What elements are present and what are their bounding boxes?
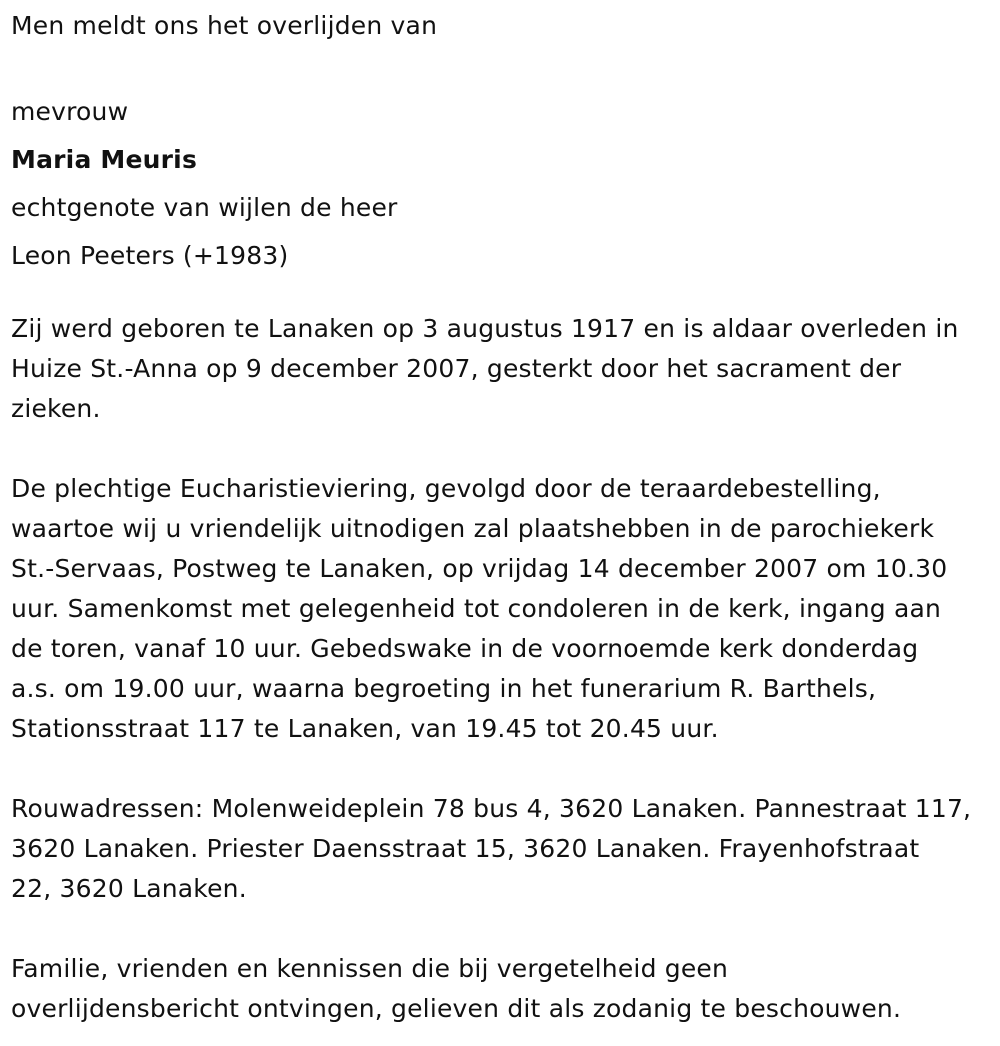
paragraph-line: a.s. om 19.00 uur, waarna begroeting in het funerarium R. Barthels, xyxy=(11,674,877,703)
deceased-title: mevrouw xyxy=(11,97,129,126)
paragraph-line: St.-Servaas, Postweg te Lanaken, op vrijdag 14 december 2007 om 10.30 xyxy=(11,554,948,583)
spouse-name: Leon Peeters (+1983) xyxy=(11,241,289,270)
deceased-name: Maria Meuris xyxy=(11,145,198,174)
paragraph-line: Zij werd geboren te Lanaken op 3 augustus 1917 en is aldaar overleden in xyxy=(11,314,959,343)
paragraph-line: Rouwadressen: Molenweideplein 78 bus 4, 3620 Lanaken. Pannestraat 117, xyxy=(11,794,972,823)
paragraph-line: 22, 3620 Lanaken. xyxy=(11,874,247,903)
paragraph-line: 3620 Lanaken. Priester Daensstraat 15, 3620 Lanaken. Frayenhofstraat xyxy=(11,834,920,863)
paragraph-line: overlijdensbericht ontvingen, gelieven dit als zodanig te beschouwen. xyxy=(11,994,902,1023)
relation-text: echtgenote van wijlen de heer xyxy=(11,193,398,222)
paragraph-line: de toren, vanaf 10 uur. Gebedswake in de voornoemde kerk donderdag xyxy=(11,634,919,663)
closing-paragraph xyxy=(11,949,996,1029)
deceased-header xyxy=(11,88,398,280)
ceremony-paragraph xyxy=(11,469,996,749)
paragraph-line: Stationsstraat 117 te Lanaken, van 19.45 tot 20.45 uur. xyxy=(11,714,719,743)
addresses-paragraph xyxy=(11,789,996,909)
paragraph-line: Familie, vrienden en kennissen die bij vergetelheid geen xyxy=(11,954,729,983)
paragraph-line: waartoe wij u vriendelijk uitnodigen zal plaatshebben in de parochiekerk xyxy=(11,514,935,543)
paragraph-line: De plechtige Eucharistieviering, gevolgd door de teraardebestelling, xyxy=(11,474,881,503)
paragraph-line: zieken. xyxy=(11,394,101,423)
paragraph-line: uur. Samenkomst met gelegenheid tot condoleren in de kerk, ingang aan xyxy=(11,594,942,623)
birth-death-paragraph xyxy=(11,309,996,429)
notice-intro: Men meldt ons het overlijden van xyxy=(11,11,438,40)
paragraph-line: Huize St.-Anna op 9 december 2007, gesterkt door het sacrament der xyxy=(11,354,902,383)
